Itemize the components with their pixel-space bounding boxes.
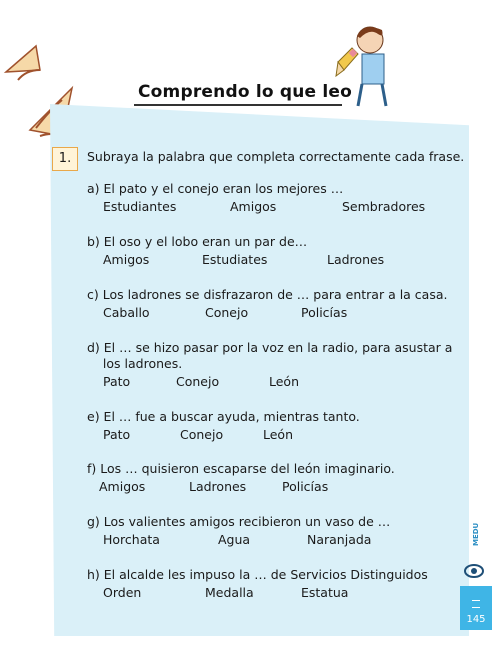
question-b: [87, 234, 457, 268]
option-word[interactable]: Pato: [103, 427, 131, 442]
question-e: [87, 409, 457, 443]
option-word[interactable]: Agua: [218, 532, 251, 547]
question-d: [87, 340, 457, 390]
option-word[interactable]: Naranjada: [307, 532, 372, 547]
page-tab-lines: [472, 600, 480, 608]
option-word[interactable]: Estudiates: [202, 252, 268, 267]
option-word[interactable]: Conejo: [176, 374, 220, 389]
option-word[interactable]: Pato: [103, 374, 131, 389]
publisher-logo-text: MEDU: [472, 522, 480, 546]
option-word[interactable]: Amigos: [103, 252, 150, 267]
question-h: [87, 567, 457, 601]
page-title: Comprendo lo que leo: [138, 82, 353, 102]
question-c: [87, 287, 457, 321]
option-word[interactable]: Policías: [301, 305, 348, 320]
exercise-instruction: Subraya la palabra que completa correctamente cada frase.: [87, 149, 465, 164]
publisher-logo-icon: [463, 560, 485, 582]
question-text: h) El alcalde les impuso la … de Servicios Distinguidos: [87, 567, 428, 582]
option-word[interactable]: León: [263, 427, 294, 442]
exercise-number-badge: 1.: [52, 147, 78, 171]
title-underline: [134, 104, 342, 106]
question-f: [87, 461, 457, 495]
option-word[interactable]: Caballo: [103, 305, 150, 320]
option-word[interactable]: Conejo: [205, 305, 249, 320]
option-word[interactable]: Orden: [103, 585, 142, 600]
page-number-tab: [460, 586, 492, 630]
option-word[interactable]: Ladrones: [189, 479, 247, 494]
option-word[interactable]: Horchata: [103, 532, 160, 547]
option-word[interactable]: Ladrones: [327, 252, 385, 267]
question-text: d) El … se hizo pasar por la voz en la radio, para asustar a los ladrones.: [87, 340, 453, 371]
question-g: [87, 514, 457, 548]
option-word[interactable]: Conejo: [180, 427, 224, 442]
option-word[interactable]: Policías: [282, 479, 329, 494]
question-text: c) Los ladrones se disfrazaron de … para entrar a la casa.: [87, 287, 448, 302]
question-a: [87, 181, 457, 215]
question-text: a) El pato y el conejo eran los mejores …: [87, 181, 344, 196]
question-text: e) El … fue a buscar ayuda, mientras tanto.: [87, 409, 360, 424]
question-text: b) El oso y el lobo eran un par de…: [87, 234, 308, 249]
option-word[interactable]: Medalla: [205, 585, 254, 600]
page-number: 145: [466, 614, 486, 625]
question-text: f) Los … quisieron escaparse del león imaginario.: [87, 461, 395, 476]
option-word[interactable]: Estudiantes: [103, 199, 177, 214]
question-text: g) Los valientes amigos recibieron un vaso de …: [87, 514, 391, 529]
option-word[interactable]: León: [269, 374, 300, 389]
option-word[interactable]: Estatua: [301, 585, 349, 600]
option-word[interactable]: Amigos: [230, 199, 277, 214]
option-word[interactable]: Sembradores: [342, 199, 426, 214]
option-word[interactable]: Amigos: [99, 479, 146, 494]
